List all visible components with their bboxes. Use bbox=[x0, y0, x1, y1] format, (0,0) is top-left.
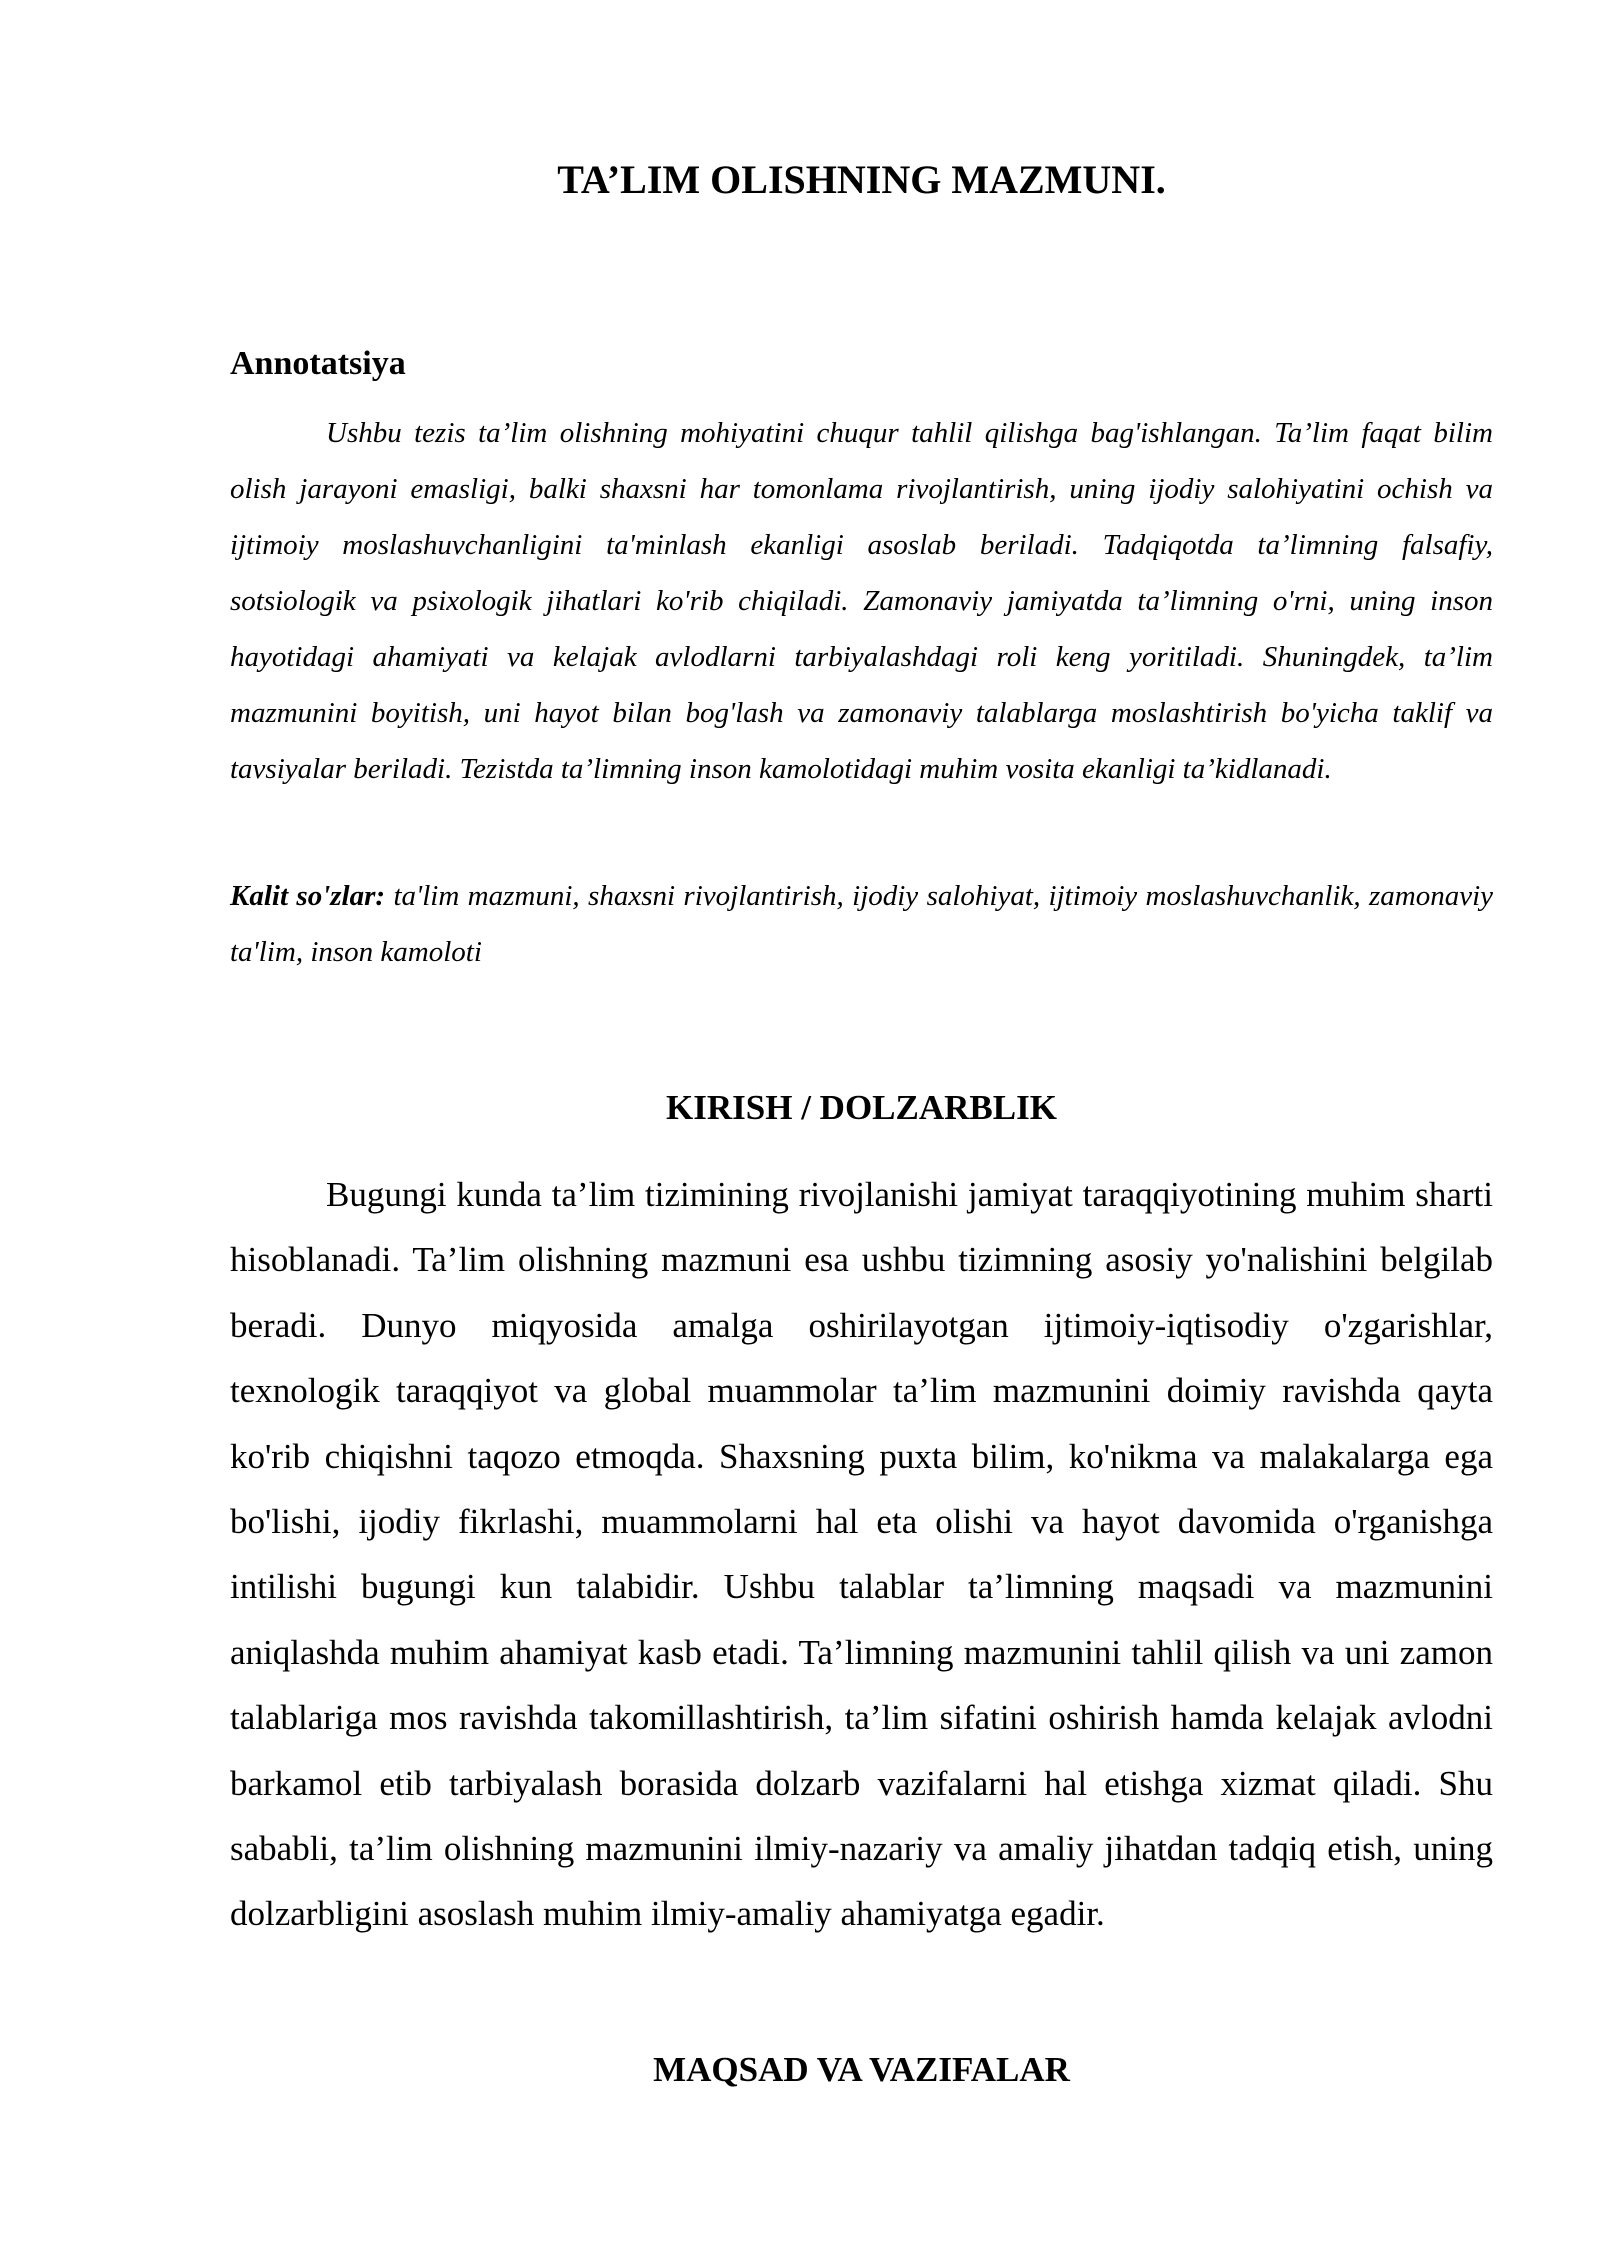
document-title: TA’LIM OLISHNING MAZMUNI. bbox=[557, 157, 1166, 202]
intro-heading: KIRISH / DOLZARBLIK bbox=[666, 1088, 1057, 1127]
goals-heading: MAQSAD VA VAZIFALAR bbox=[653, 2050, 1070, 2089]
keywords-list: ta'lim mazmuni, shaxsni rivojlantirish, ijodiy salohiyat, ijtimoiy moslashuvchanlik, zamonaviy ta'lim, inson kamoloti bbox=[230, 880, 1494, 968]
annotation-text: Ushbu tezis ta’lim olishning mohiyatini chuqur tahlil qilishga bag'ishlangan. Ta’lim faqat bilim olish jarayoni emasligi, balki shaxsni har tomonlama rivojlantirish, uning ijodiy salohiyatini ochish va ijtimoiy moslashuvchanligini ta'minlash ekanligi asoslab beriladi. Tadqiqotda ta’limning falsafiy, sotsiologik va psixologik jihatlari ko'rib chiqiladi. Zamonaviy jamiyatda ta’limning o'rni, uning inson hayotidagi ahamiyati va kelajak avlodlarni tarbiyalashdagi roli keng yoritiladi. Shuningdek, ta’lim mazmunini boyitish, uni hayot bilan bog'lash va zamonaviy talablarga moslashtirish bo'yicha taklif va tavsiyalar beriladi. Tezistda ta’limning inson kamolotidagi muhim vosita ekanligi ta’kidlanadi. bbox=[230, 417, 1493, 785]
intro-text: Bugungi kunda ta’lim tizimining rivojlanishi jamiyat taraqqiyotining muhim sharti hisoblanadi. Ta’lim olishning mazmuni esa ushbu tizimning asosiy yo'nalishini belgilab beradi. Dunyo miqyosida amalga oshirilayotgan ijtimoiy-iqtisodiy o'zgarishlar, texnologik taraqqiyot va global muammolar ta’lim mazmunini doimiy ravishda qayta ko'rib chiqishni taqozo etmoqda. Shaxsning puxta bilim, ko'nikma va malakalarga ega bo'lishi, ijodiy fikrlashi, muammolarni hal eta olishi va hayot davomida o'rganishga intilishi bugungi kun talabidir. Ushbu talablar ta’limning maqsadi va mazmunini aniqlashda muhim ahamiyat kasb etadi. Ta’limning mazmunini tahlil qilish va uni zamon talablariga mos ravishda takomillashtirish, ta’lim sifatini oshirish hamda kelajak avlodni barkamol etib tarbiyalash borasida dolzarb vazifalarni hal etishga xizmat qiladi. Shu sababli, ta’lim olishning mazmunini ilmiy-nazariy va amaliy jihatdan tadqiq etish, uning dolzarbligini asoslash muhim ilmiy-amaliy ahamiyatga egadir. bbox=[230, 1175, 1493, 1934]
annotation-heading: Annotatsiya bbox=[230, 345, 406, 382]
keywords-paragraph bbox=[230, 868, 1493, 980]
keywords-label: Kalit so'zlar: bbox=[230, 880, 386, 912]
